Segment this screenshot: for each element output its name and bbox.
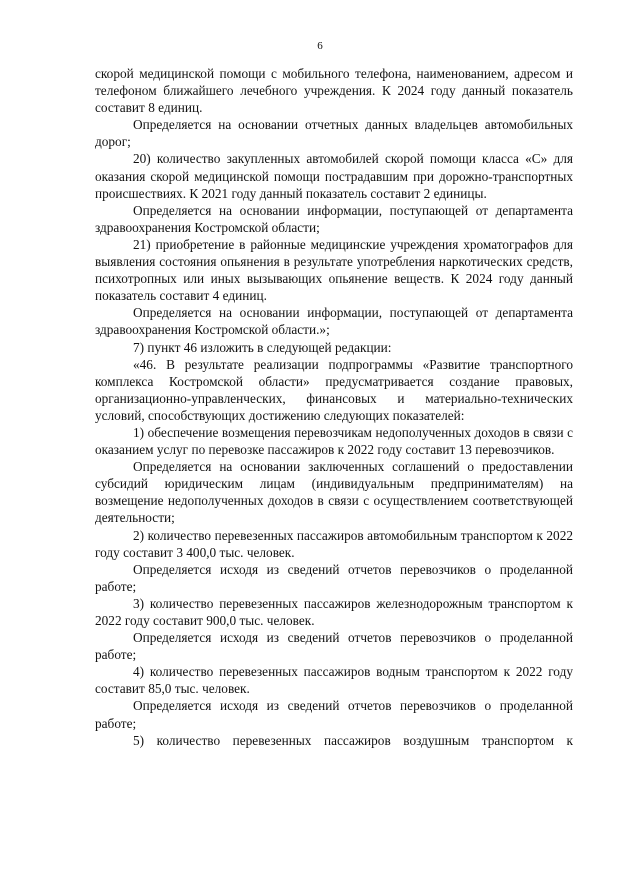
paragraph-indicator-2: 2) количество перевезенных пассажиров автомобильным транспортом к 2022 году составит 3 400,0 тыс. человек. xyxy=(95,527,573,560)
paragraph-indicator-1: 1) обеспечение возмещения перевозчикам недополученных доходов в связи с оказанием услуг по перевозке пассажиров к 2022 году составит 13 перевозчиков. xyxy=(95,424,573,458)
paragraph-indicator-4: 4) количество перевезенных пассажиров водным транспортом к 2022 году составит 85,0 тыс. человек. xyxy=(95,664,573,697)
paragraph-indicator-5: 5) количество перевезенных пассажиров воздушным транспортом к xyxy=(133,732,573,748)
paragraph: Определяется исходя из сведений отчетов перевозчиков о проделанной работе; xyxy=(95,561,573,594)
paragraph: Определяется исходя из сведений отчетов перевозчиков о проделанной работе; xyxy=(95,630,573,663)
paragraph-item-21: 21) приобретение в районные медицинские учреждения хроматографов для выявления состояния опьянения в результате употребления наркотических средств, психотропных или иных вызывающих опьянение веществ. К 2024 году данный показатель составит 4 единиц. xyxy=(95,236,573,304)
paragraph-item-20: 20) количество закупленных автомобилей скорой помощи класса «С» для оказания скорой медицинской помощи пострадавшим при дорожно-транспортных происшествиях. К 2021 году данный показатель составит 2 единицы. xyxy=(95,151,573,201)
paragraph-clause-46: «46. В результате реализации подпрограммы «Развитие транспортного комплекса Костромской области» предусматривается создание правовых, организационно-управленческих, финансовых и материально-технических условий, способствующих достижению следующих показателей: xyxy=(95,356,573,423)
paragraph: Определяется на основании отчетных данных владельцев автомобильных дорог; xyxy=(95,117,573,150)
paragraph: Определяется на основании информации, поступающей от департамента здравоохранения Костромской области; xyxy=(95,202,573,235)
paragraph: Определяется на основании заключенных соглашений о предоставлении субсидий юридическим лицам (индивидуальным предпринимателям) на возмещение недополученных доходов в связи с осуществлением соответствующей деятельности; xyxy=(95,459,573,526)
page-number: 6 xyxy=(317,40,323,52)
paragraph-indicator-3: 3) количество перевезенных пассажиров железнодорожным транспортом к 2022 году составит 900,0 тыс. человек. xyxy=(95,595,573,628)
document-body xyxy=(95,65,573,749)
paragraph: Определяется на основании информации, поступающей от департамента здравоохранения Костромской области.»; xyxy=(95,305,573,338)
paragraph-continuation: скорой медицинской помощи с мобильного телефона, наименованием, адресом и телефоном ближайшего лечебного учреждения. К 2024 году данный показатель составит 8 единиц. xyxy=(95,66,573,116)
paragraph: Определяется исходя из сведений отчетов перевозчиков о проделанной работе; xyxy=(95,698,573,731)
paragraph-item-7: 7) пункт 46 изложить в следующей редакции: xyxy=(133,339,392,355)
